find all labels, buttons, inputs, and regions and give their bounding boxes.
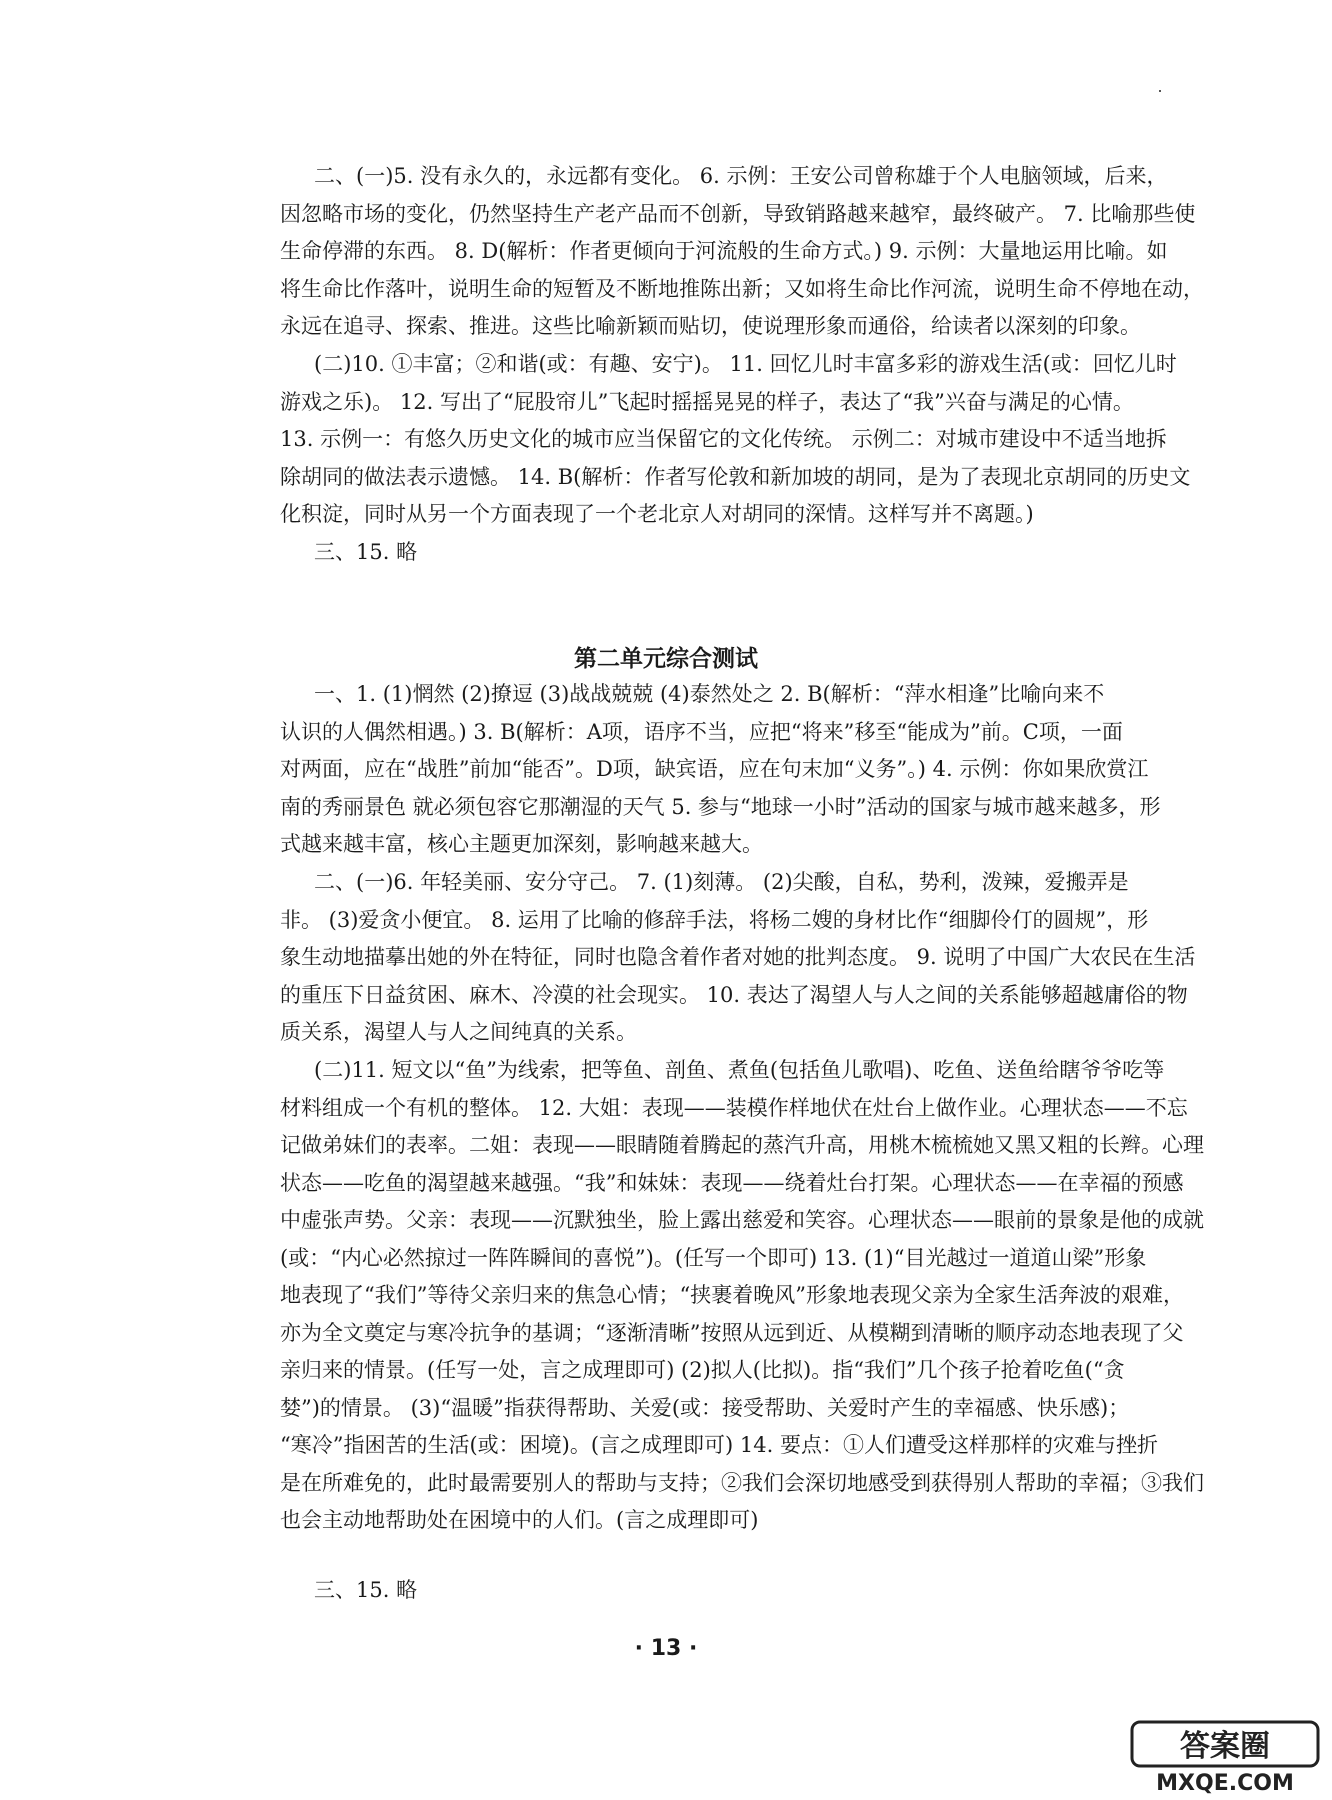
text-line: 亦为全文奠定与寒冷抗争的基调；“逐渐清晰”按照从远到近、从模糊到清晰的顺序动态地表现了父 (280, 1320, 1184, 1345)
text-line: 游戏之乐)。 12. 写出了“屁股帘儿”飞起时摇摇晃晃的样子，表达了“我”兴奋与满足的心情。 (280, 389, 1134, 414)
text-line: 将生命比作落叶，说明生命的短暂及不断地推陈出新；又如将生命比作河流，说明生命不停地在动， (280, 276, 1204, 301)
section2-paragraph-2 (280, 864, 1196, 1052)
text-line: 生命停滞的东西。 8. D(解析：作者更倾向于河流般的生命方式。) 9. 示例：大量地运用比喻。如 (280, 239, 1168, 263)
text-line: (二)10. ①丰富；②和谐(或：有趣、安宁)。 11. 回忆儿时丰富多彩的游戏生活(或：回忆儿时 (314, 352, 1177, 376)
scan-speck (1159, 90, 1161, 92)
unit-title: 第二单元综合测试 (574, 646, 758, 672)
text-line: 13. 示例一：有悠久历史文化的城市应当保留它的文化传统。 示例二：对城市建设中不适当地拆 (280, 427, 1167, 451)
text-line: 婪”)的情景。 (3)“温暖”指获得帮助、关爱(或：接受帮助、关爱时产生的幸福感、快乐感)； (280, 1395, 1130, 1420)
text-line: 材料组成一个有机的整体。 12. 大姐：表现——装模作样地伏在灶台上做作业。心理状态——不忘 (280, 1095, 1188, 1120)
text-line: 式越来越丰富，核心主题更加深刻，影响越来越大。 (280, 832, 763, 856)
text-line: 地表现了“我们”等待父亲归来的焦急心情；“挟裹着晚风”形象地表现父亲为全家生活奔波的艰难， (280, 1283, 1184, 1307)
text-line: 非。 (3)爱贪小便宜。 8. 运用了比喻的修辞手法，将杨二嫂的身材比作“细脚伶仃的圆规”，形 (280, 907, 1149, 932)
site-watermark-logo (1130, 1720, 1320, 1794)
text-line: 二、(一)5. 没有永久的，永远都有变化。 6. 示例：王安公司曾称雄于个人电脑领域，后来， (314, 164, 1168, 188)
page-number: · 13 · (634, 1636, 698, 1661)
watermark-bottom-text: MXQE.COM (1156, 1771, 1294, 1794)
text-line: 认识的人偶然相遇。) 3. B(解析：A项，语序不当，应把“将来”移至“能成为”前。C项，一面 (280, 719, 1123, 744)
text-line: 象生动地描摹出她的外在特征，同时也隐含着作者对她的批判态度。 9. 说明了中国广大农民在生活 (280, 945, 1196, 969)
section2-paragraph-1 (280, 676, 1161, 864)
text-line: 永远在追寻、探索、推进。这些比喻新颖而贴切，使说理形象而通俗，给读者以深刻的印象。 (280, 314, 1141, 338)
section2-paragraph-3 (280, 1052, 1204, 1540)
text-line: 质关系，渴望人与人之间纯真的关系。 (280, 1020, 637, 1044)
text-line: (或：“内心必然掠过一阵阵瞬间的喜悦”)。(任写一个即可) 13. (1)“目光越过一道道山梁”形象 (280, 1245, 1147, 1270)
text-line: 化积淀，同时从另一个方面表现了一个老北京人对胡同的深情。这样写并不离题。) (280, 502, 1034, 526)
text-line: 的重压下日益贫困、麻木、冷漠的社会现实。 10. 表达了渴望人与人之间的关系能够超越庸俗的物 (280, 982, 1188, 1007)
section1-paragraph-3 (280, 534, 1020, 572)
text-line: 中虚张声势。父亲：表现——沉默独坐，脸上露出慈爱和笑容。心理状态——眼前的景象是他的成就 (280, 1208, 1204, 1232)
section1-paragraph-2 (280, 346, 1191, 534)
text-line: 二、(一)6. 年轻美丽、安分守己。 7. (1)刻薄。 (2)尖酸，自私，势利，泼辣，爱搬弄是 (314, 870, 1129, 894)
text-line: 三、15. 略 (314, 1578, 418, 1602)
text-line: “寒冷”指困苦的生活(或：困境)。(言之成理即可) 14. 要点：①人们遭受这样那样的灾难与挫折 (280, 1433, 1158, 1457)
text-line: 记做弟妹们的表率。二姐：表现——眼睛随着腾起的蒸汽升高，用桃木梳梳她又黑又粗的长辫。心理 (280, 1133, 1204, 1157)
watermark-top-text: 答案圈 (1180, 1729, 1270, 1764)
text-line: 除胡同的做法表示遗憾。 14. B(解析：作者写伦敦和新加坡的胡同，是为了表现北京胡同的历史文 (280, 464, 1191, 489)
text-line: 对两面，应在“战胜”前加“能否”。D项，缺宾语，应在句末加“义务”。) 4. 示例：你如果欣赏江 (280, 757, 1149, 781)
section2-paragraph-4 (280, 1572, 1020, 1610)
text-line: 三、15. 略 (314, 540, 418, 564)
text-line: 南的秀丽景色 就必须包容它那潮湿的天气 5. 参与“地球一小时”活动的国家与城市越来越多，形 (280, 794, 1161, 819)
text-line: 一、1. (1)惘然 (2)撩逗 (3)战战兢兢 (4)泰然处之 2. B(解析：“萍水相逢”比喻向来不 (314, 682, 1105, 706)
text-line: 状态——吃鱼的渴望越来越强。“我”和妹妹：表现——绕着灶台打架。心理状态——在幸福的预感 (280, 1170, 1184, 1195)
text-line: (二)11. 短文以“鱼”为线索，把等鱼、剖鱼、煮鱼(包括鱼儿歌唱)、吃鱼、送鱼给瞎爷爷吃等 (314, 1058, 1165, 1082)
text-line: 亲归来的情景。(任写一处，言之成理即可) (2)拟人(比拟)。指“我们”几个孩子抢着吃鱼(“贪 (280, 1358, 1125, 1382)
text-line: 是在所难免的，此时最需要别人的帮助与支持；②我们会深切地感受到获得别人帮助的幸福；③我们 (280, 1470, 1204, 1495)
text-line: 也会主动地帮助处在困境中的人们。(言之成理即可) (280, 1508, 759, 1532)
section1-paragraph-1 (280, 158, 1204, 346)
text-line: 因忽略市场的变化，仍然坚持生产老产品而不创新，导致销路越来越窄，最终破产。 7. 比喻那些使 (280, 201, 1196, 226)
